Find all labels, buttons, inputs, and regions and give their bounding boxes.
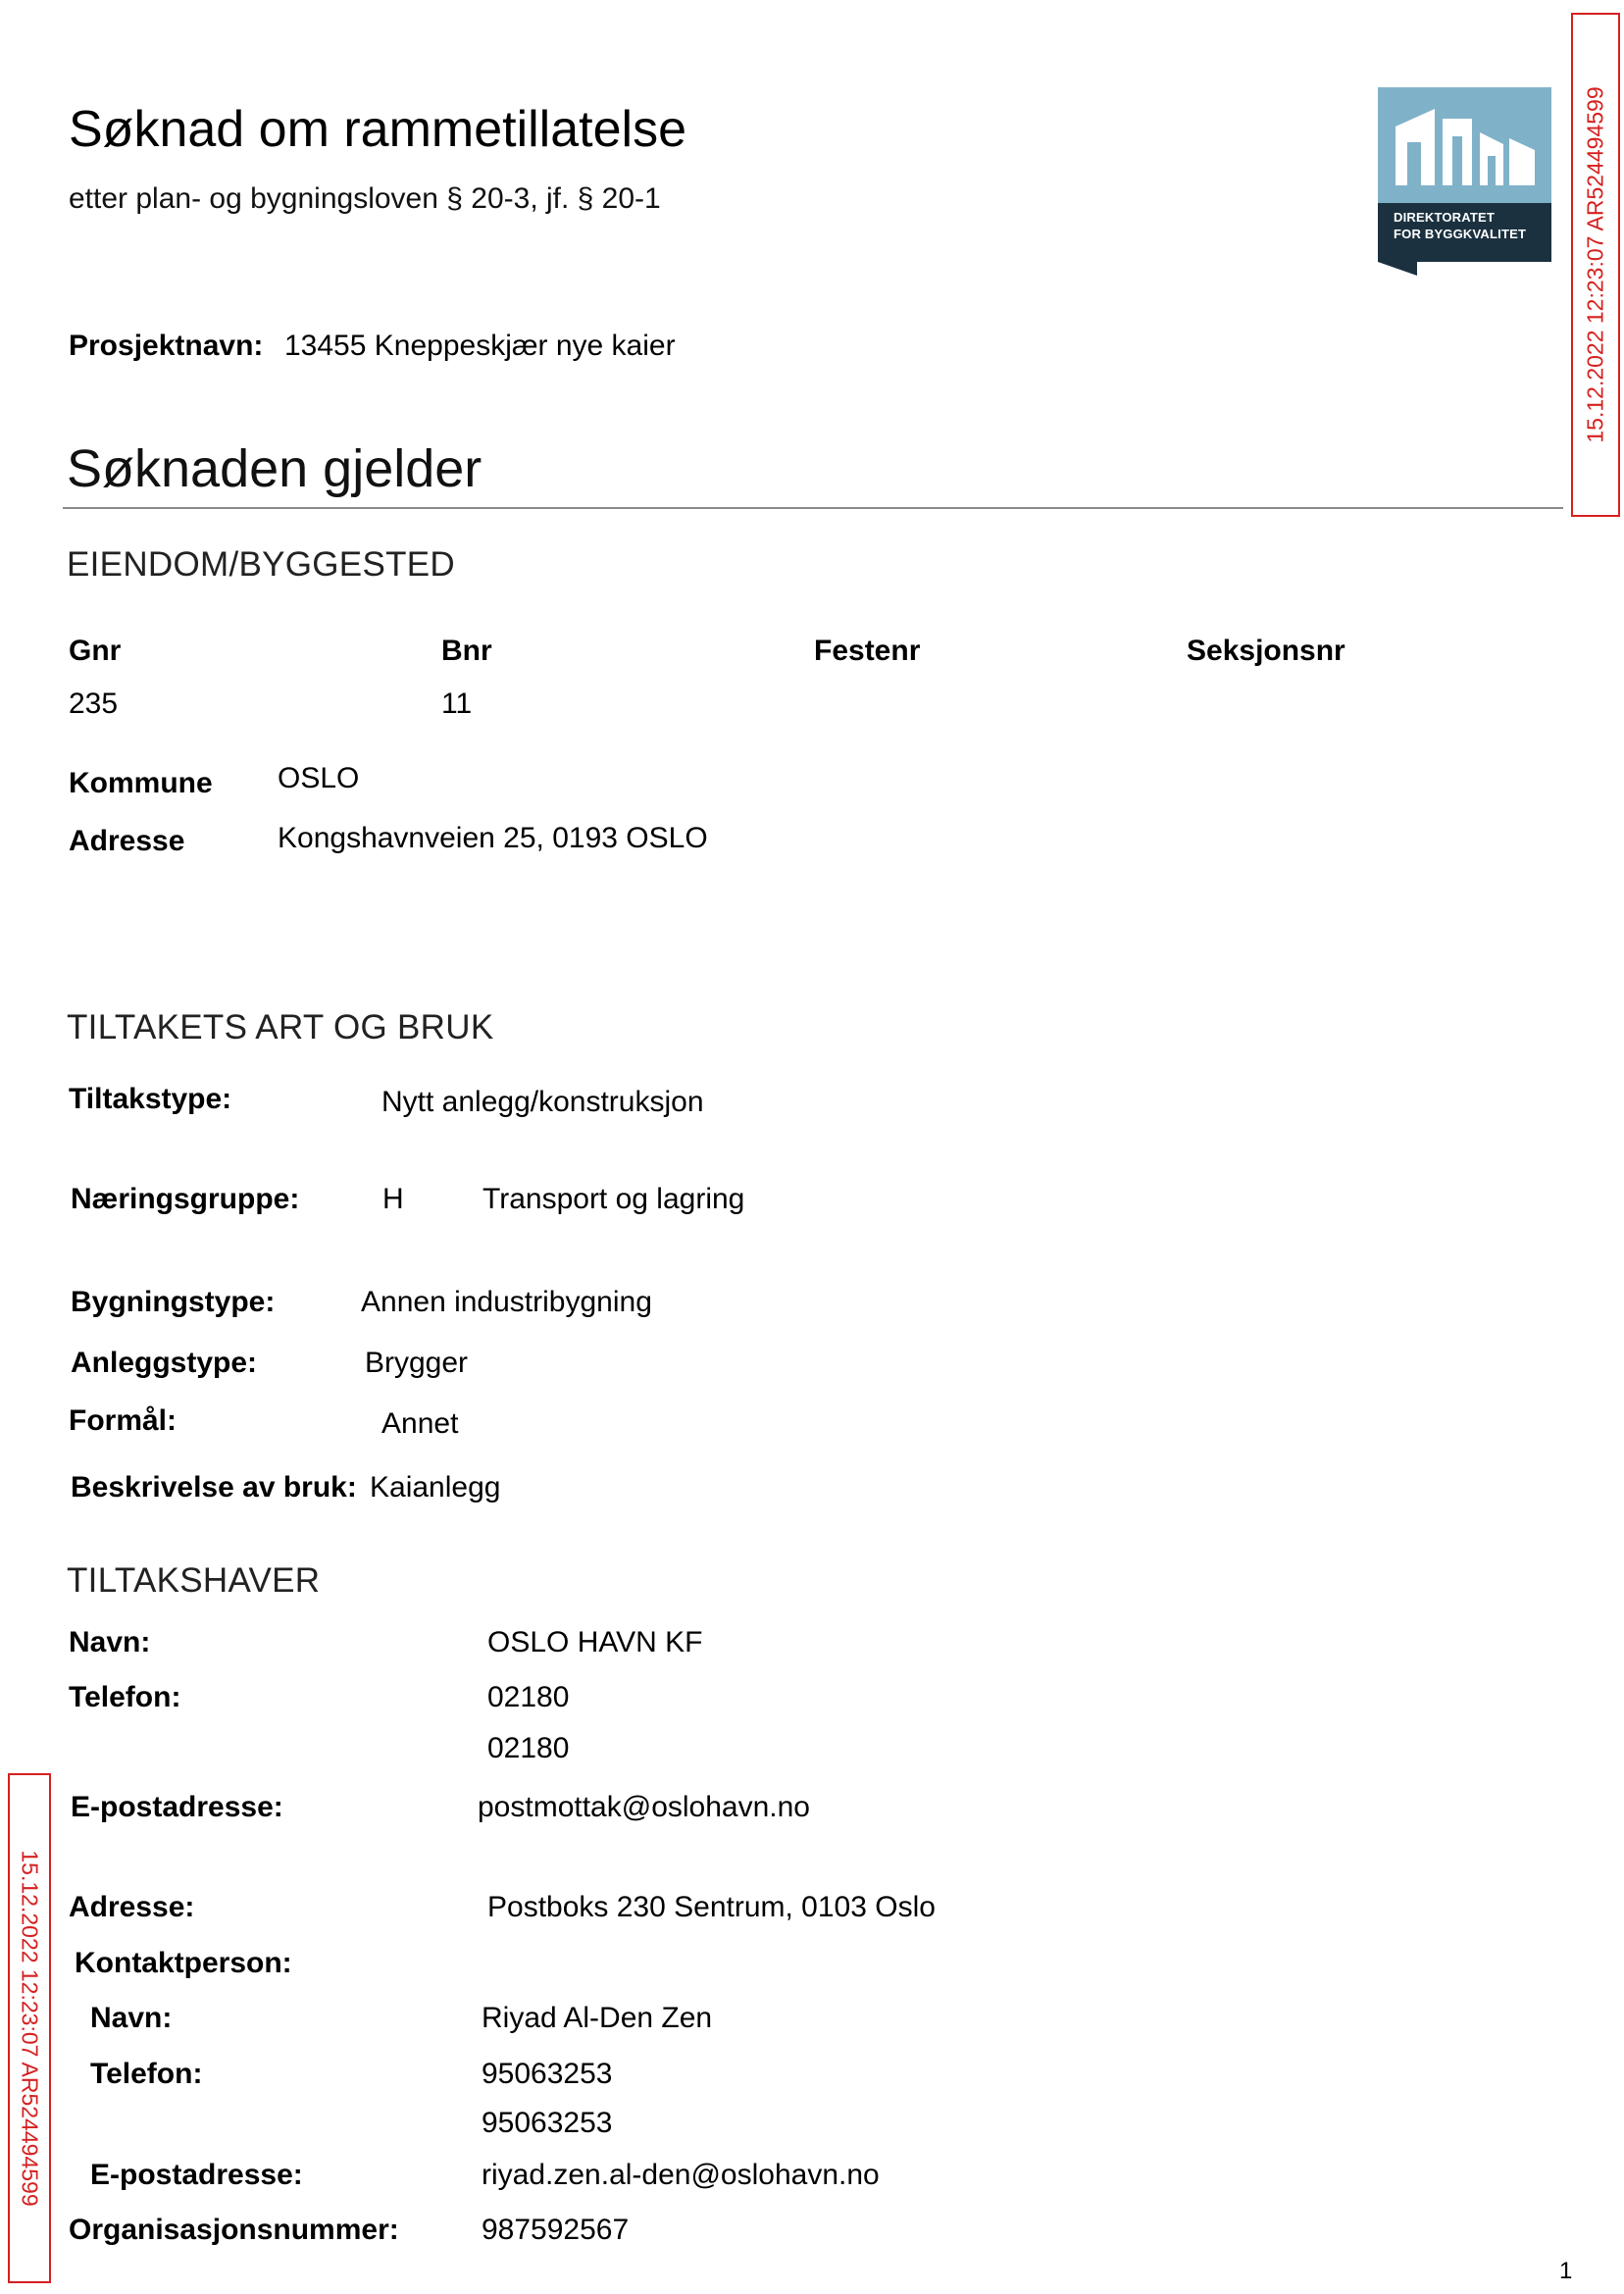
kommune-value: OSLO xyxy=(278,762,360,794)
contact-person-label: Kontaktperson: xyxy=(75,1947,292,1979)
contact-name-label: Navn: xyxy=(90,2002,173,2034)
column-festenr: Festenr xyxy=(814,635,921,667)
column-bnr: Bnr xyxy=(441,635,492,667)
property-address-value: Kongshavnveien 25, 0193 OSLO xyxy=(278,822,708,854)
bygningstype-value: Annen industribygning xyxy=(361,1286,652,1318)
logo-text-line2: FOR BYGGKVALITET xyxy=(1394,227,1527,241)
applies-heading: Søknaden gjelder xyxy=(67,439,482,498)
formal-label: Formål: xyxy=(69,1404,178,1437)
owner-phone-value-2: 02180 xyxy=(487,1732,570,1764)
owner-name-label: Navn: xyxy=(69,1626,151,1658)
owner-phone-label: Telefon: xyxy=(69,1681,181,1713)
dibk-logo-mark xyxy=(1378,87,1551,276)
contact-phone-label: Telefon: xyxy=(90,2058,203,2090)
column-seksjonsnr: Seksjonsnr xyxy=(1187,635,1345,667)
org-number-label: Organisasjonsnummer: xyxy=(69,2214,399,2246)
tiltakstype-value: Nytt anlegg/konstruksjon xyxy=(381,1086,704,1118)
beskrivelse-label: Beskrivelse av bruk: xyxy=(71,1471,357,1504)
contact-email-value: riyad.zen.al-den@oslohavn.no xyxy=(482,2159,880,2191)
beskrivelse-value: Kaianlegg xyxy=(370,1471,501,1504)
timestamp-stamp-top-text: 15.12.2022 12:23:07 AR524494599 xyxy=(1582,86,1608,443)
contact-name-value: Riyad Al-Den Zen xyxy=(482,2002,713,2034)
owner-email-label: E-postadresse: xyxy=(71,1791,283,1823)
project-name-label: Prosjektnavn: xyxy=(69,330,264,362)
bygningstype-label: Bygningstype: xyxy=(71,1286,276,1318)
owner-address-label: Adresse: xyxy=(69,1891,195,1923)
contact-email-label: E-postadresse: xyxy=(90,2159,303,2191)
property-section-heading: EIENDOM/BYGGESTED xyxy=(67,545,455,584)
document-title: Søknad om rammetillatelse xyxy=(69,101,686,158)
anleggstype-value: Brygger xyxy=(365,1347,469,1379)
kommune-label: Kommune xyxy=(69,767,213,799)
gnr-value: 235 xyxy=(69,688,119,720)
formal-value: Annet xyxy=(381,1407,459,1440)
owner-phone-value-1: 02180 xyxy=(487,1681,570,1713)
page-number: 1 xyxy=(1559,2258,1573,2284)
project-name-value: 13455 Kneppeskjær nye kaier xyxy=(284,330,676,362)
logo-text-line1: DIREKTORATET xyxy=(1394,210,1496,225)
dibk-logo xyxy=(1378,87,1551,276)
timestamp-stamp-side-text: 15.12.2022 12:23:07 AR524494599 xyxy=(17,1850,43,2207)
owner-email-value: postmottak@oslohavn.no xyxy=(478,1791,810,1823)
owner-section-heading: TILTAKSHAVER xyxy=(67,1561,321,1600)
document-subtitle: etter plan- og bygningsloven § 20-3, jf. § 20-1 xyxy=(69,182,661,215)
org-number-value: 987592567 xyxy=(482,2214,630,2246)
bnr-value: 11 xyxy=(441,688,473,720)
column-gnr: Gnr xyxy=(69,635,122,667)
timestamp-stamp-top xyxy=(1571,13,1620,517)
section-divider xyxy=(63,507,1563,509)
anleggstype-label: Anleggstype: xyxy=(71,1347,258,1379)
timestamp-stamp-side xyxy=(8,1773,51,2283)
naeringsgruppe-value: Transport og lagring xyxy=(482,1183,745,1215)
property-address-label: Adresse xyxy=(69,825,185,857)
owner-address-value: Postboks 230 Sentrum, 0103 Oslo xyxy=(487,1891,936,1923)
naeringsgruppe-code: H xyxy=(382,1183,404,1215)
tiltakstype-label: Tiltakstype: xyxy=(69,1083,232,1115)
contact-phone-value-1: 95063253 xyxy=(482,2058,613,2090)
measure-section-heading: TILTAKETS ART OG BRUK xyxy=(67,1008,494,1046)
naeringsgruppe-label: Næringsgruppe: xyxy=(71,1183,300,1215)
owner-name-value: OSLO HAVN KF xyxy=(487,1626,703,1658)
contact-phone-value-2: 95063253 xyxy=(482,2107,613,2139)
